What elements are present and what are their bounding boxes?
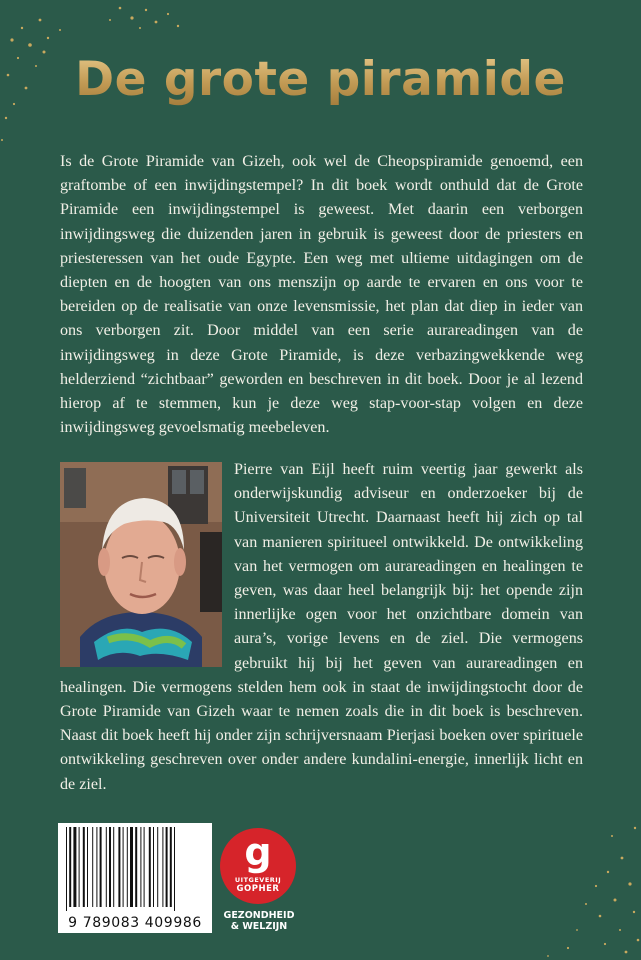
- publisher-logo-letter: g: [244, 830, 272, 874]
- imprint-line2: & WELZIJN: [230, 921, 288, 932]
- author-bio: Pierre van Eijl heeft ruim veertig jaar gewerkt als onderwijskundig adviseur en onderzoeker bij de Universiteit Utrecht. Daarnaast heeft hij zich op tal van manieren spiritueel ontwikkeld. De ontwikkeling van het vermogen om aurareadingen en healingen te geven, was daar heel belangrijk bij: het opende zijn innerlijke ogen voor het onzichtbare domein van aura’s, vorige levens en de ziel. Die vermogens gebruikt hij bij het geven van aurareadingen en healingen. Die vermogens stelden hem ook in staat de inwijdingstocht door de Grote Piramide van Gizeh waar te nemen zoals die in dit boek is beschreven. Naast dit boek heeft hij onder zijn schrijversnaam Pierjasi boeken over spirituele ontwikkeling geschreven over onder andere kundalini-energie, innerlijk licht en de ziel.: [60, 461, 583, 793]
- author-photo: [60, 462, 222, 667]
- imprint-line1: GEZONDHEID: [223, 910, 295, 921]
- publisher-name-line1: UITGEVERIJ: [234, 876, 282, 884]
- book-title: De grote piramide: [0, 52, 641, 107]
- imprint-label: [213, 910, 305, 932]
- publisher-name-line2: GOPHER: [236, 884, 280, 894]
- isbn-number: 9 789083 409986: [68, 915, 202, 931]
- isbn-barcode: [58, 823, 212, 933]
- gopher-logo: [220, 828, 296, 904]
- author-section: [60, 458, 583, 797]
- book-blurb: Is de Grote Piramide van Gizeh, ook wel de Cheopspiramide genoemd, een graftombe of een inwijdingstempel? In dit boek wordt onthuld dat de Grote Piramide een inwijdingstempel is geweest. Met daarin een verborgen inwijdingsweg die duizenden jaren in gebruik is geweest door de priesters en priesteressen van het oude Egypte. Een weg met ultieme uitdagingen om de diepten en de hoogten van ons menszijn op aarde te ervaren en ons voor te bereiden op de realisatie van onze levensmissie, het plan dat diep in ieder van ons verborgen zit. Door middel van een serie aurareadingen van de inwijdingsweg in deze Grote Piramide, is deze verbazingwekkende weg helderziend “zichtbaar” geworden en beschreven in dit boek. Door je al lezend hierop af te stemmen, kun je deze weg stap-voor-stap volgen en deze inwijdingsweg gevoelsmatig meebeleven.: [60, 153, 583, 437]
